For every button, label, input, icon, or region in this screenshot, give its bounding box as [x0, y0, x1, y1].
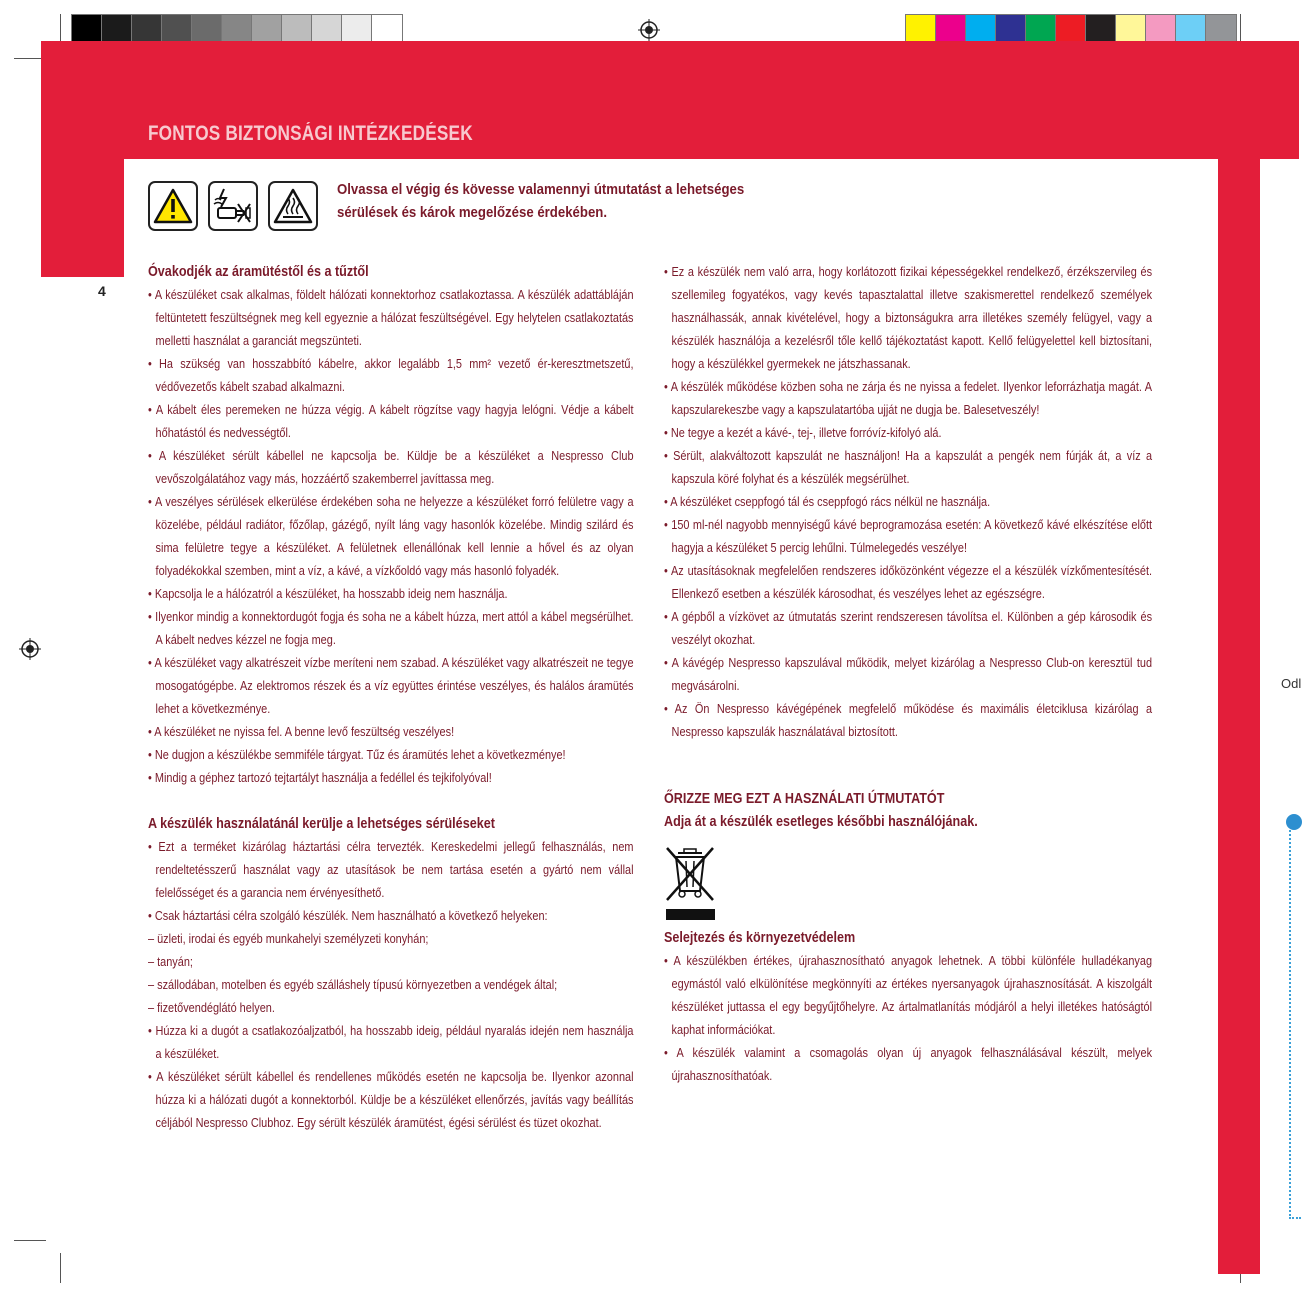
disposal-block	[664, 926, 1152, 1087]
crop-mark	[60, 14, 61, 44]
dotted-box-edge	[1289, 823, 1301, 1219]
list-item: • A készülék működése közben soha ne zárja és ne nyissa a fedelet. Ilyenkor leforrázhatja magát. A kapszularekeszbe vagy a kapszulatartóba ujját ne dugja be. Balesetveszély!	[664, 379, 1153, 417]
red-right-band	[1218, 41, 1260, 1274]
crop-mark	[14, 1240, 46, 1241]
list-item: • A készüléket vagy alkatrészeit vízbe meríteni nem szabad. A készüléket vagy alkatrészeit ne tegye mosogatógépbe. Az elektromos részek és a víz együttes érintése veszélyes, és halálos áramütés lehet a következménye.	[148, 655, 634, 716]
keep-manual-subtitle: Adja át a készülék esetleges későbbi használójának.	[664, 813, 978, 830]
intro-line: Olvassa el végig és kövesse valamennyi útmutatást a lehetséges	[337, 181, 745, 198]
list-item: • Ezt a terméket kizárólag háztartási célra tervezték. Kereskedelmi jellegű felhasználás, nem rendeltetésszerű használat vagy az utasítások be nem tartása esetén a gyártó nem vállal felelősséget és a garancia nem érvényesíthető.	[148, 839, 634, 900]
list-item: • A készüléket cseppfogó tál és cseppfogó rács nélkül ne használja.	[664, 494, 991, 509]
list-item: • Sérült, alakváltozott kapszulát ne használjon! Ha a kapszulát a pengék nem fúrják át, a víz a kapszula köré folyhat és a készülék megsérülhet.	[664, 448, 1153, 486]
list-item: • Csak háztartási célra szolgáló készülék. Nem használható a következő helyeken:	[148, 908, 548, 923]
list-item: • A készüléket sérült kábellel és rendellenes működés esetén ne kapcsolja be. Ilyenkor azonnal húzza ki a hálózati dugót a konnektorból. Küldje be a készüléket ellenőrzés, javítás vagy beállítás céljából Nespresso Clubhoz. Egy sérült készülék áramütést, égési sérülést és tüzet okozhat.	[148, 1069, 634, 1130]
crossed-out-bin-icon	[664, 845, 716, 921]
disposal-title: Selejtezés és környezetvédelem	[664, 929, 856, 946]
section-heading: A készülék használatánál kerülje a lehetséges sérüléseket	[148, 815, 495, 832]
dash-item: – üzleti, irodai és egyéb munkahelyi személyzeti konyhán;	[148, 931, 429, 946]
crop-mark	[1240, 14, 1241, 44]
list-item: • Kapcsolja le a hálózatról a készüléket, ha hosszabb ideig nem használja.	[148, 586, 508, 601]
list-item: • A készüléket ne nyissa fel. A benne levő feszültség veszélyes!	[148, 724, 455, 739]
list-item: • A készüléket csak alkalmas, földelt hálózati konnektorhoz csatlakoztassa. A készülék adattábláján feltüntetett feszültségnek meg kell egyeznie a hálózat feszültségével. Egy helytelen csatlakoztatás melletti használat a garanciát megszünteti.	[148, 287, 634, 348]
list-item: • Ilyenkor mindig a konnektordugót fogja és soha ne a kábelt húzza, mert attól a kábel megsérülhet. A kábelt nedves kézzel ne fogja meg.	[148, 609, 634, 647]
intro-line: sérülések és károk megelőzése érdekében.	[337, 204, 608, 221]
list-item: • Ha szükség van hosszabbító kábelre, akkor legalább 1,5 mm² vezető ér-keresztmetszetű, védővezetős kábelt szabad alkalmazni.	[148, 356, 634, 394]
list-item: • Húzza ki a dugót a csatlakozóaljzatból, ha hosszabb ideig, például nyaralás idején nem használja a készüléket.	[148, 1023, 634, 1061]
list-item: • A kávégép Nespresso kapszulával működik, melyet kizárólag a Nespresso Club-on keresztül tud megvásárolni.	[664, 655, 1153, 693]
list-item: • Ne tegye a kezét a kávé-, tej-, illetve forróvíz-kifolyó alá.	[664, 425, 942, 440]
crop-mark	[60, 1253, 61, 1283]
list-item: • Ne dugjon a készülékbe semmiféle tárgyat. Tűz és áramütés lehet a következménye!	[148, 747, 566, 762]
list-item: • Mindig a géphez tartozó tejtartályt használja a fedéllel és tejkifolyóval!	[148, 770, 492, 785]
list-item: • Ez a készülék nem való arra, hogy korlátozott fizikai képességekkel rendelkező, érzékszervileg és szellemileg fogyatékos, vagy kevés tapasztalattal illetve szakismerettel rendelkező személyek használhassák, annak kivételével, hogy a biztonságukra arra illetékes személy felügyel, vagy a készülék használója a kezelésről tőle kellő tájékoztatást kapott. Kellő felügyelettel kell biztosítani, hogy a készülékkel gyermekek ne játszhassanak.	[664, 264, 1153, 371]
dash-item: – szállodában, motelben és egyéb szálláshely típusú környezetben a vendégek által;	[148, 977, 558, 992]
red-left-band	[41, 41, 124, 277]
list-item: • A gépből a vízkövet az útmutatás szerint rendszeresen távolítsa el. Különben a gép károsodik és veszélyt okozhat.	[664, 609, 1153, 647]
list-item: • A készülékben értékes, újrahasznosítható anyagok lehetnek. A többi különféle hulladékanyag egymástól való elkülönítése megkönnyíti az értékes nyersanyagok újrahasznosítását. A kiszolgált készüléket juttassa el egy begyűjtőhelyre. Az ártalmatlanítás módjáról a helyi illetékes hatóságtól kaphat információkat.	[664, 953, 1153, 1037]
list-item: • Az Ön Nespresso kávégépének megfelelő működése és maximális életciklusa kizárólag a Nespresso kapszulák használatával biztosított.	[664, 701, 1153, 739]
page-number: 4	[98, 283, 106, 299]
keep-manual-block	[664, 787, 1152, 833]
dash-item: – fizetővendéglátó helyen.	[148, 1000, 275, 1015]
right-column	[664, 260, 1152, 743]
hot-surface-icon	[268, 181, 318, 231]
warning-triangle-icon	[148, 181, 198, 231]
keep-manual-title: ŐRIZZE MEG EZT A HASZNÁLATI ÚTMUTATÓT	[664, 790, 945, 807]
electric-shock-icon	[208, 181, 258, 231]
registration-mark-icon	[19, 638, 41, 660]
list-item: • A készüléket sérült kábellel ne kapcsolja be. Küldje be a készüléket a Nespresso Club vevőszolgálatához vagy más, hozzáértő szakemberrel javíttassa meg.	[148, 448, 634, 486]
list-item: • A kábelt éles peremeken ne húzza végig. A kábelt rögzítse vagy hagyja lelógni. Védje a kábelt hőhatástól és nedvességtől.	[148, 402, 634, 440]
list-item: • A veszélyes sérülések elkerülése érdekében soha ne helyezze a készüléket forró felületre vagy a közelébe, például radiátor, főzőlap, gázégő, nyílt láng vagy hasonlók közelébe. Mindig szilárd és sima felületre tegye a készüléket. A felületnek ellenállónak kell lennie a hővel és az olyan folyadékokkal szemben, mint a víz, a kávé, a vízkőoldó vagy más hasonló folyadék.	[148, 494, 634, 578]
blue-dot-icon	[1286, 814, 1302, 830]
list-item: • A készülék valamint a csomagolás olyan új anyagok felhasználásával készült, melyek újrahasznosíthatóak.	[664, 1045, 1153, 1083]
intro-text	[337, 178, 744, 224]
page-title: FONTOS BIZTONSÁGI INTÉZKEDÉSEK	[148, 122, 473, 145]
dash-item: – tanyán;	[148, 954, 193, 969]
left-column	[148, 260, 634, 1134]
list-item: • 150 ml-nél nagyobb mennyiségű kávé beprogramozása esetén: A következő kávé elkészítése előtt hagyja a készüléket 5 percig lehűlni. Túlmelegedés veszélye!	[664, 517, 1153, 555]
list-item: • Az utasításoknak megfelelően rendszeres időközönként végezze el a készülék vízkőmentesítését. Ellenkező esetben a készülék károsodhat, és veszélyes lehet az egészségre.	[664, 563, 1153, 601]
registration-mark-icon	[638, 19, 660, 41]
section-heading: Óvakodjék az áramütéstől és a tűztől	[148, 263, 369, 280]
margin-text-fragment: Odl	[1281, 676, 1302, 691]
